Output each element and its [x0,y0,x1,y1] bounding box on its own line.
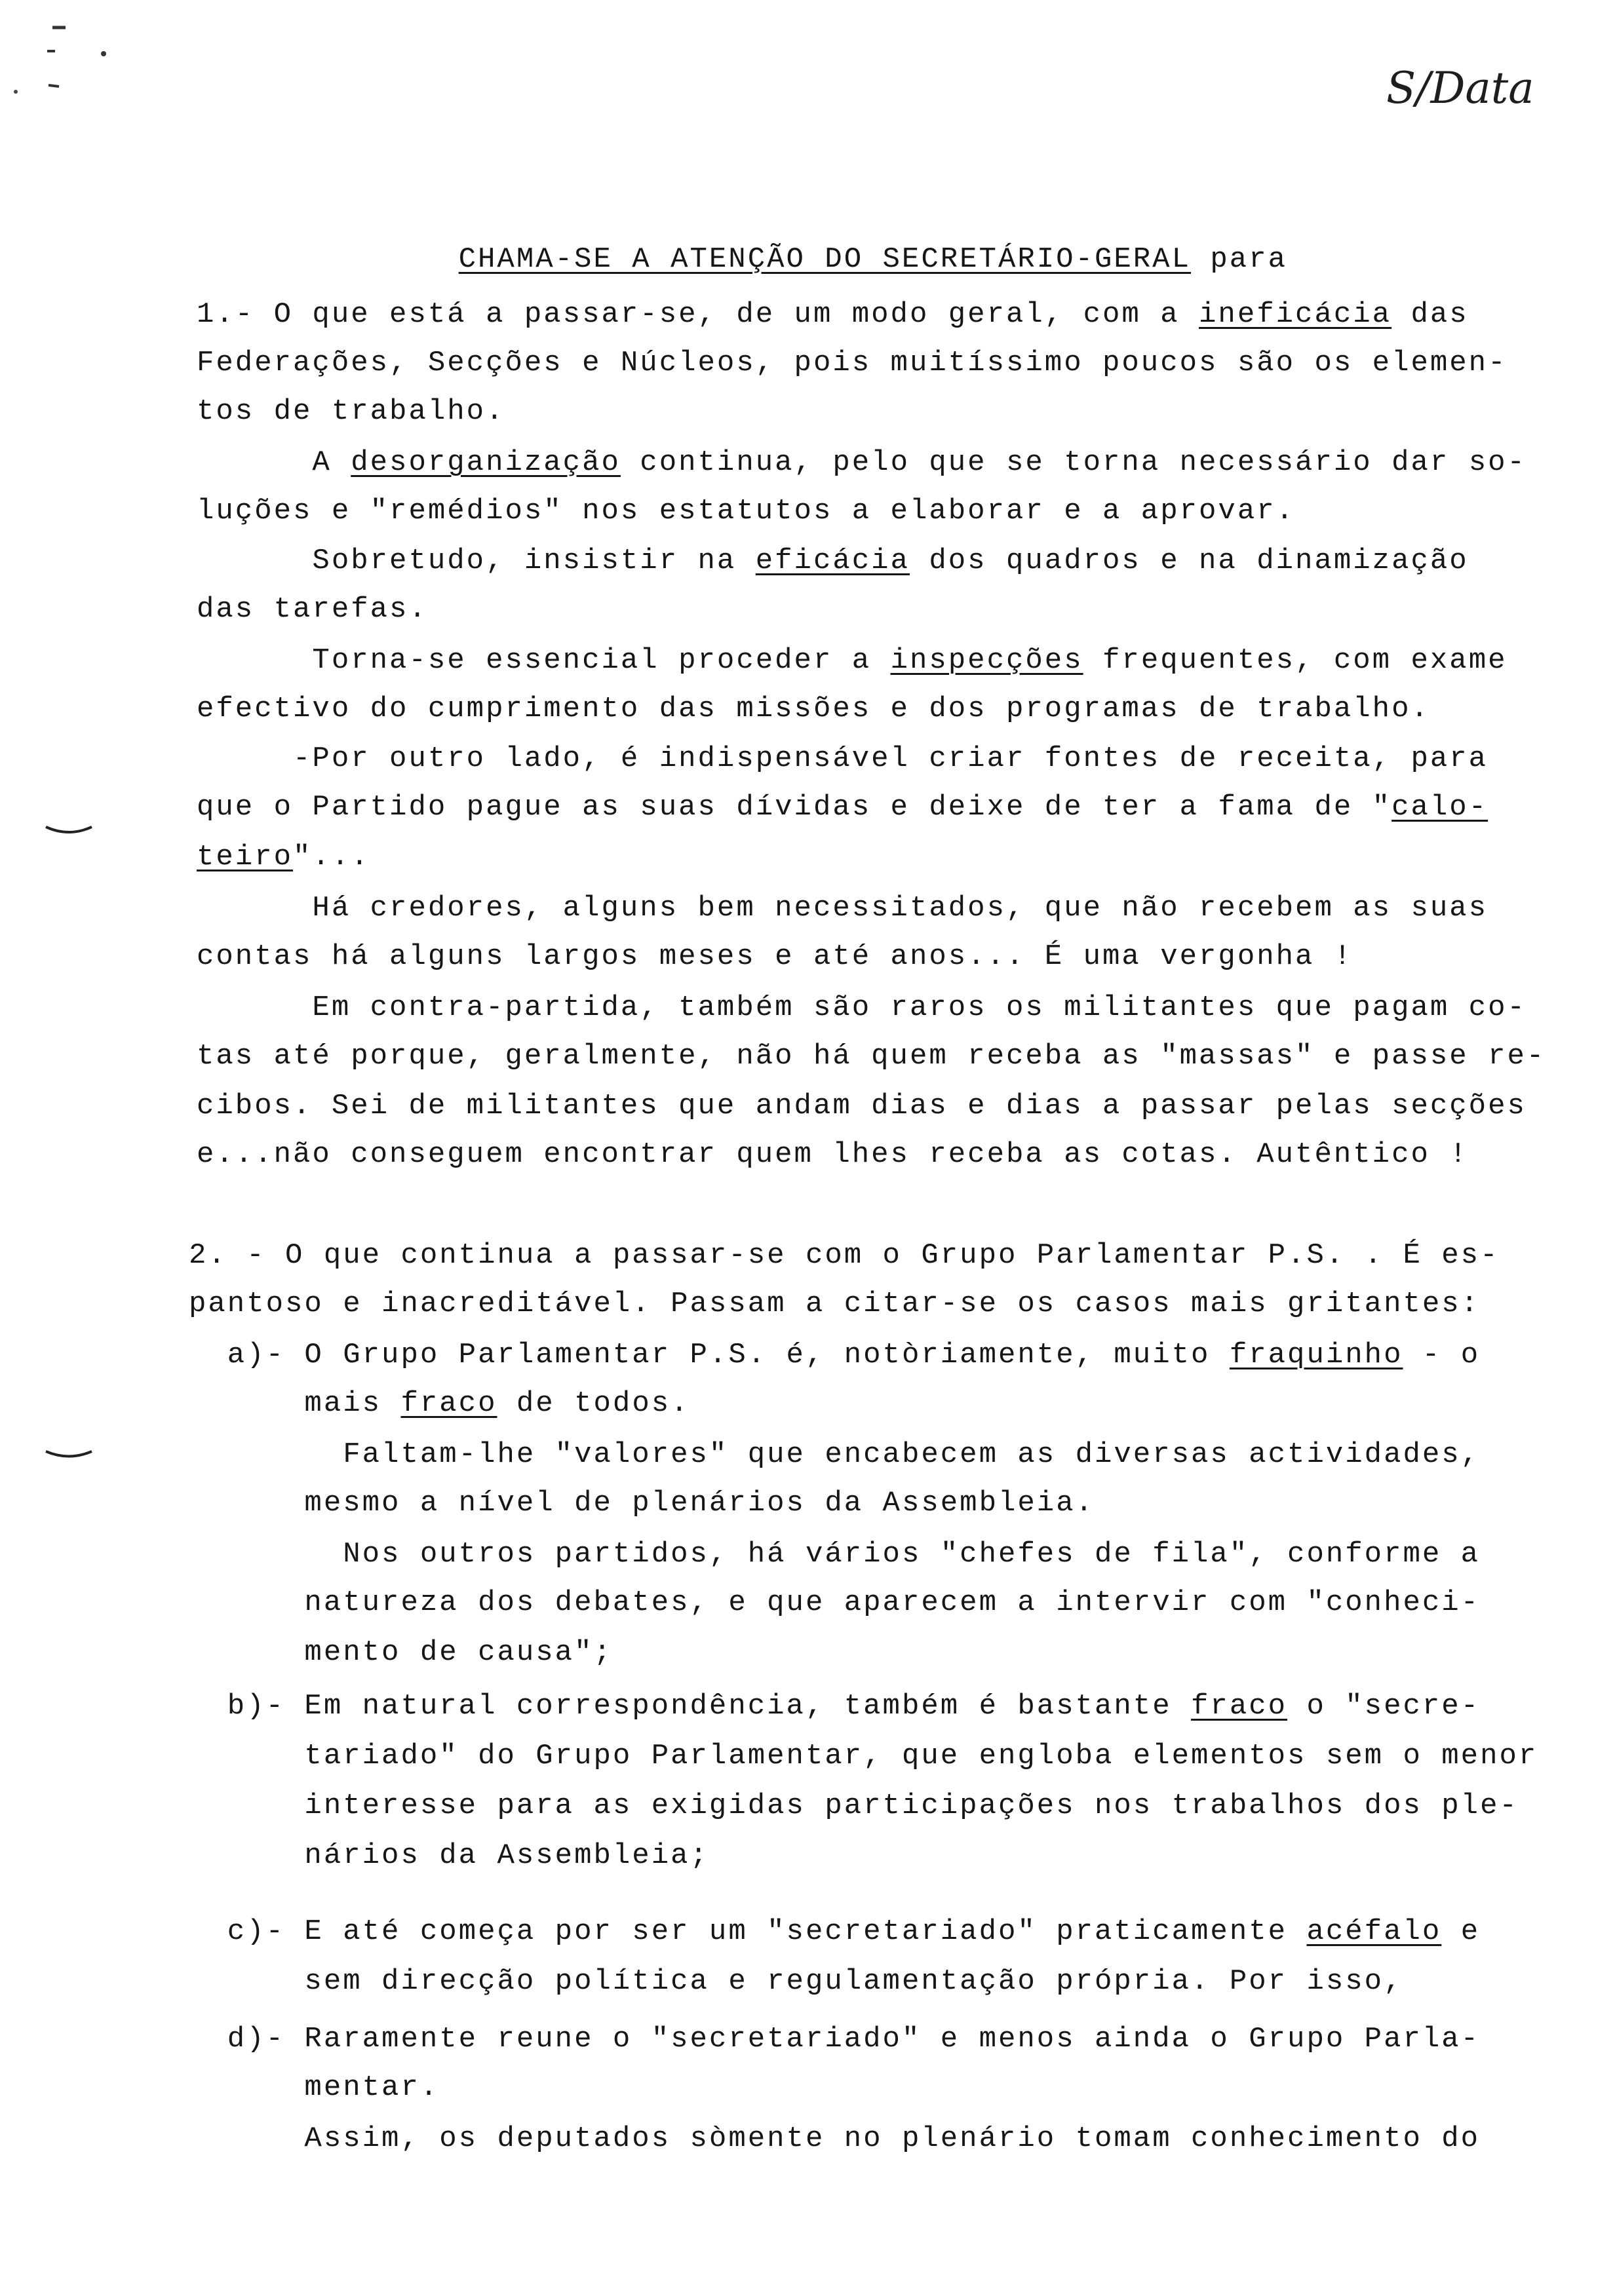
text-segment: Sobretudo, insistir na [197,545,756,577]
text-segment: e [1441,1915,1481,1948]
heading-suffix: para [1191,243,1288,276]
text-segment: interesse para as exigidas participações nos trabalhos dos ple- [189,1789,1519,1822]
text-segment: e...não conseguem encontrar quem lhes receba as cotas. Autêntico ! [197,1138,1469,1171]
text-line [189,1238,1500,1272]
text-segment: -Por outro lado, é indispensável criar fontes de receita, para [197,742,1489,775]
text-segment: contas há alguns largos meses e até anos... É uma vergonha ! [197,940,1353,973]
text-segment: A [197,446,351,479]
text-line [189,1586,1480,1620]
text-segment: - o [1403,1339,1481,1371]
text-segment: mesmo a nível de plenários da Assembleia. [189,1487,1095,1520]
underlined-term: acéfalo [1306,1915,1442,1948]
text-segment: de todos. [497,1387,690,1420]
text-line [197,394,505,429]
text-segment: tos de trabalho. [197,395,505,428]
text-segment: mais [189,1387,401,1420]
text-segment: natureza dos debates, e que aparecem a intervir com "conheci- [189,1586,1481,1619]
text-line [197,544,1469,578]
text-segment: luções e "remédios" nos estatutos a elaborar e a aprovar. [197,495,1296,527]
text-segment: que o Partido pague as suas dívidas e deixe de ter a fama de " [197,791,1392,824]
text-line [197,643,1508,678]
text-line [189,1287,1480,1321]
text-segment: Faltam-lhe "valores" que encabecem as diversas actividades, [189,1438,1481,1471]
text-line [189,1839,709,1873]
text-segment: 1.- O que está a passar-se, de um modo geral, com a [197,298,1199,331]
text-line [197,840,370,874]
page-heading [381,208,1287,311]
underlined-term: fraco [1191,1690,1288,1723]
text-line [197,446,1527,480]
underlined-term: fraquinho [1229,1339,1403,1371]
text-line [189,1636,613,1670]
text-segment: Federações, Secções e Núcleos, pois muitíssimo poucos são os elemen- [197,347,1508,379]
text-segment: sem direcção política e regulamentação própria. Por isso, [189,1965,1403,1998]
text-segment: 2. - O que continua a passar-se com o Grupo Parlamentar P.S. . É es- [189,1239,1500,1272]
text-line [189,1689,1480,1723]
text-segment: nários da Assembleia; [189,1839,709,1872]
text-segment: b)- Em natural correspondência, também é bastante [189,1690,1192,1723]
underlined-term: eficácia [755,545,910,577]
text-line [189,1387,690,1421]
text-line [189,1964,1403,1999]
text-line [197,940,1353,974]
text-line [189,1438,1480,1472]
text-segment: tas até porque, geralmente, não há quem receba as "massas" e passe re- [197,1040,1546,1073]
text-line [197,1089,1527,1123]
text-line [189,1486,1095,1520]
text-segment: o "secre- [1287,1690,1481,1723]
text-line [197,592,428,626]
underlined-term: calo- [1391,791,1489,824]
text-segment: mento de causa"; [189,1636,613,1669]
text-segment: c)- E até começa por ser um "secretariado" praticamente [189,1915,1307,1948]
underlined-term: ineficácia [1199,298,1392,331]
underlined-term: teiro [197,841,294,873]
text-line [189,1739,1538,1773]
text-line [197,297,1469,332]
margin-scan-marks [0,0,131,1507]
text-line [189,1537,1480,1571]
text-segment: das tarefas. [197,593,428,626]
text-segment: cibos. Sei de militantes que andam dias e dias a passar pelas secções [197,1090,1527,1122]
underlined-term: inspecções [890,644,1083,677]
handwritten-note: S/Data [1386,63,1534,113]
text-line [197,790,1488,824]
text-segment: mentar. [189,2071,440,2104]
text-line [197,692,1430,726]
text-segment: Em contra-partida, também são raros os militantes que pagam co- [197,991,1527,1024]
text-segment: das [1391,298,1469,331]
text-segment: dos quadros e na dinamização [909,545,1469,577]
text-segment: Assim, os deputados sòmente no plenário tomam conhecimento do [189,2122,1481,2155]
text-line [197,1039,1546,1073]
text-segment: continua, pelo que se torna necessário dar so- [620,446,1527,479]
text-line [189,2122,1480,2156]
heading-underlined-text: CHAMA-SE A ATENÇÃO DO SECRETÁRIO-GERAL [458,243,1191,276]
text-line [189,1789,1519,1823]
text-segment: Torna-se essencial proceder a [197,644,891,677]
text-line [189,1915,1480,1949]
text-line [197,991,1527,1025]
text-line [197,1138,1469,1172]
text-segment: pantoso e inacreditável. Passam a citar-se os casos mais gritantes: [189,1288,1481,1320]
underlined-term: desorganização [351,446,621,479]
text-segment: a)- O Grupo Parlamentar P.S. é, notòriamente, muito [189,1339,1230,1371]
text-segment: Há credores, alguns bem necessitados, que não recebem as suas [197,892,1489,925]
text-line [197,346,1508,380]
text-line [197,891,1488,925]
text-segment: "... [293,841,370,873]
underlined-term: fraco [400,1387,497,1420]
text-line [189,2022,1480,2056]
text-line [197,742,1488,776]
text-line [189,1338,1480,1372]
text-line [197,494,1295,528]
text-segment: d)- Raramente reune o "secretariado" e menos ainda o Grupo Parla- [189,2023,1481,2056]
text-segment: efectivo do cumprimento das missões e dos programas de trabalho. [197,693,1430,725]
text-segment: tariado" do Grupo Parlamentar, que engloba elementos sem o menor [189,1740,1538,1772]
text-line [189,2071,439,2105]
text-segment: Nos outros partidos, há vários "chefes de fila", conforme a [189,1538,1481,1571]
text-segment: frequentes, com exame [1083,644,1508,677]
